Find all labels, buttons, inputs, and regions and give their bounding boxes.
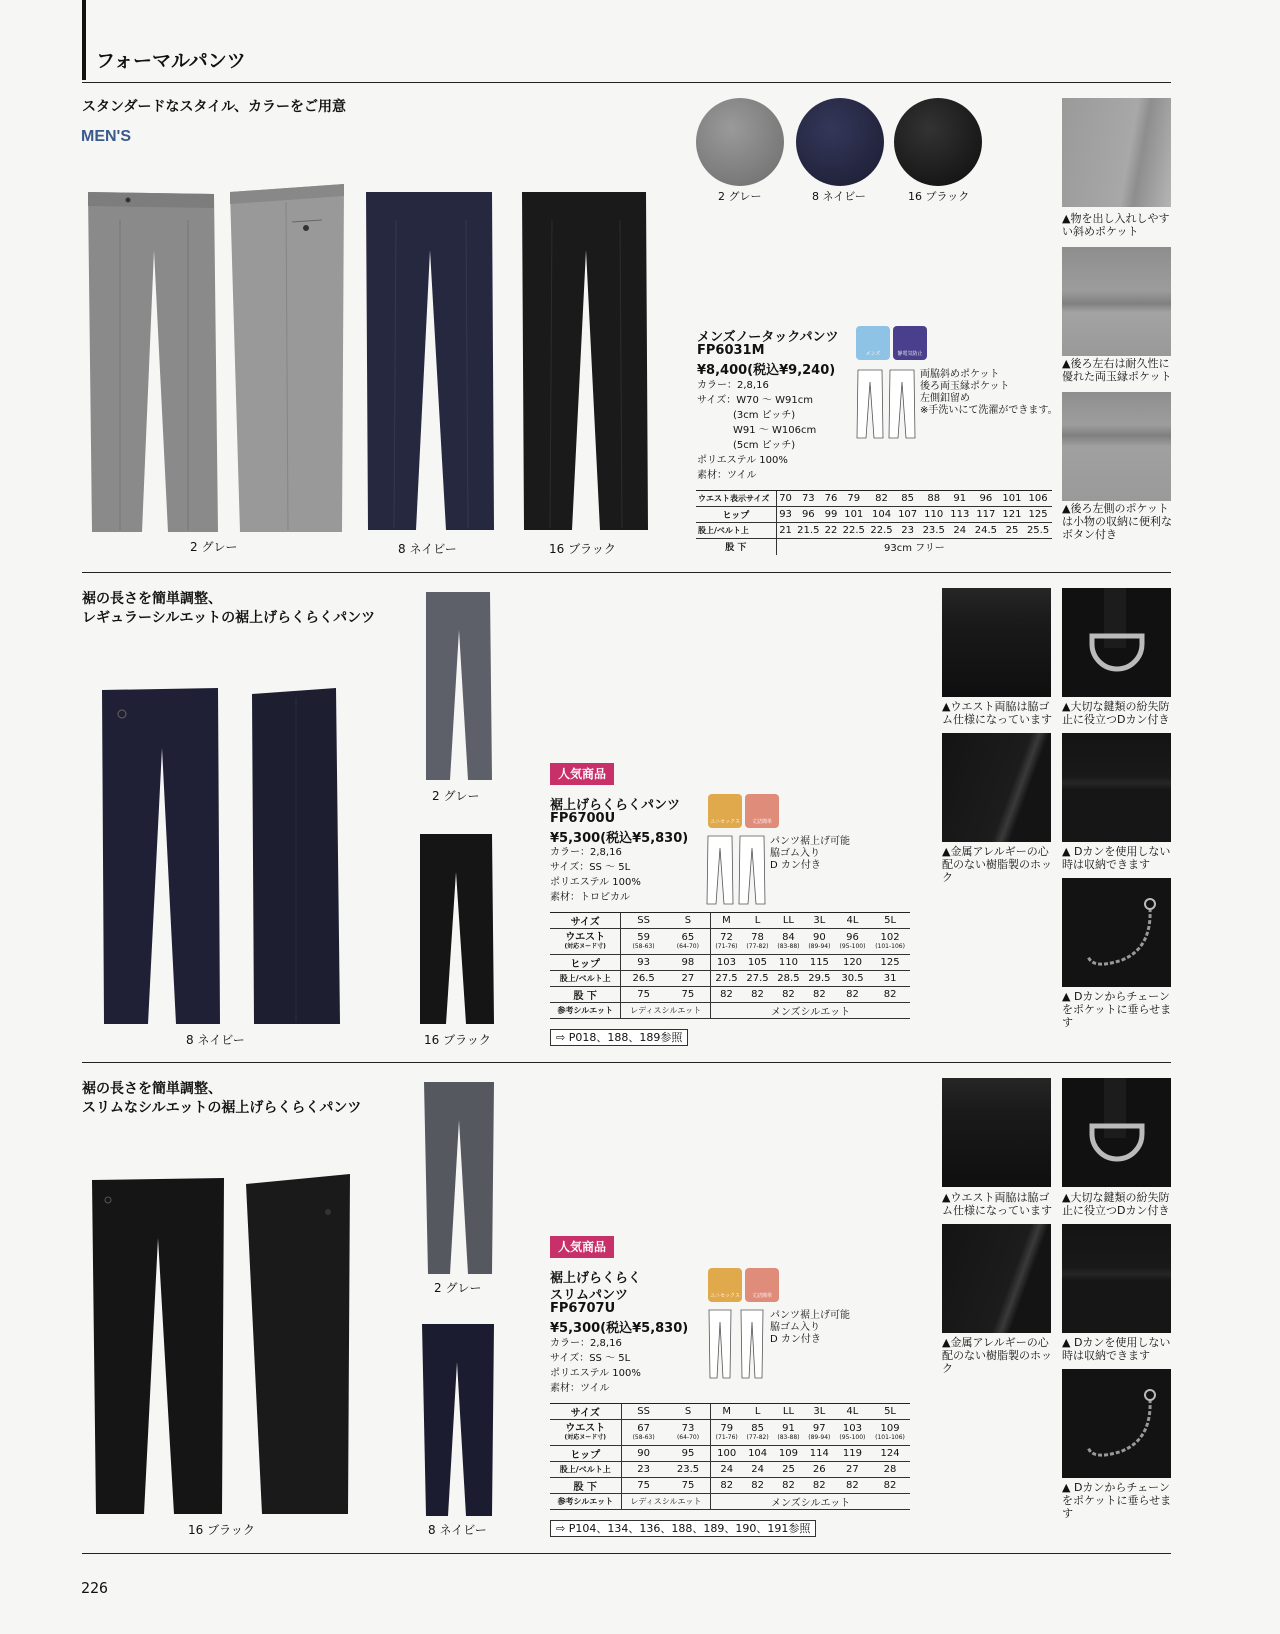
unisex-icon: ユニセックス	[708, 794, 742, 828]
product-price-3: ¥5,300(税込¥5,830)	[550, 1321, 689, 1336]
pants-navy-front-2	[100, 688, 222, 1026]
spec-size-4: (5cm ピッチ)	[733, 440, 796, 451]
feature-2-1: パンツ裾上げ可能	[770, 836, 850, 847]
product-name-2: 裾上げらくらくパンツ	[550, 798, 681, 813]
antistatic-icon: 静電気防止	[893, 326, 927, 360]
page-number: 226	[81, 1579, 109, 1597]
category-label: MEN'S	[81, 128, 132, 145]
detail-caption-3: ▲後ろ左側のポケットは小物の収納に便利なボタン付き	[1062, 502, 1172, 541]
title-accent-bar	[82, 0, 86, 80]
caption-black: 16 ブラック	[549, 542, 616, 556]
detail-photo-waist-elastic-3	[942, 1078, 1051, 1187]
feature-2-3: D カン付き	[770, 860, 821, 871]
caption-black-2: 16 ブラック	[424, 1033, 491, 1047]
hem-adjust-icon: 丈詰簡単	[745, 794, 779, 828]
pants-line-drawing-3	[706, 1308, 768, 1380]
swatch-gray	[696, 98, 784, 186]
caption-navy-3: 8 ネイビー	[428, 1523, 487, 1537]
pants-navy-front-3	[420, 1322, 496, 1518]
pants-gray-front-3	[422, 1080, 498, 1276]
spec-size-3: W91 〜 W106cm	[733, 425, 817, 436]
title-rule	[82, 82, 1171, 83]
pants-navy-front	[362, 190, 498, 532]
detail-photo-button-pocket	[1062, 392, 1171, 501]
feature-2: 後ろ両玉縁ポケット	[920, 381, 1010, 392]
pants-line-drawing-2	[706, 834, 768, 906]
d2-caption-3: ▲金属アレルギーの心配のない樹脂製のホック	[942, 845, 1052, 884]
caption-gray-3: 2 グレー	[434, 1281, 482, 1295]
feature-3-3: D カン付き	[770, 1334, 821, 1345]
d2-caption-2: ▲大切な鍵類の紛失防止に役立つDカン付き	[1062, 700, 1170, 726]
spec-color-3: カラー：2,8,16	[550, 1338, 622, 1349]
detail-caption-2: ▲後ろ左右は耐久性に優れた両玉縁ポケット	[1062, 357, 1172, 383]
d2-caption-5: ▲ Dカンからチェーンをポケットに垂らせます	[1062, 990, 1172, 1029]
detail-photo-back-pockets	[1062, 247, 1171, 356]
spec-color-2: カラー：2,8,16	[550, 847, 622, 858]
caption-navy-2: 8 ネイビー	[186, 1033, 245, 1047]
product-code-2: FP6700U	[550, 811, 616, 826]
swatch-label-navy: 8 ネイビー	[812, 190, 866, 203]
size-table-3: サイズ SS S M L LL 3L 4L 5L ウエスト (対応ヌード寸) 67 (58-63) 73 (64-70) 79 (71-76) 85 (77-82) 91 (83-88) 97 (89-94) 103 (95-100) 109 (101-106) ヒップ 90 95 100 104 109 114 119 124 股上/ベルト上 23 23.5 24 24 25 26 27 28 股 下 75 75 82 82 82 82 82 82 参考シルエット レディスシルエット メンズシルエット	[550, 1403, 910, 1510]
detail-photo-d-ring-3	[1062, 1078, 1171, 1187]
feature-3: 左側釦留め	[920, 393, 970, 404]
detail-photo-d-ring-stowed-3	[1062, 1224, 1171, 1333]
pants-gray-front	[84, 190, 220, 534]
spec-material-2: 素材：トロピカル	[550, 892, 630, 903]
mens-icon: メンズ	[856, 326, 890, 360]
reference-link-3[interactable]: ⇨ P104、134、136、188、189、190、191参照	[550, 1520, 816, 1537]
feature-1: 両脇斜めポケット	[920, 369, 1000, 380]
spec-fabric-3: ポリエステル 100%	[550, 1368, 641, 1379]
detail-caption-1: ▲物を出し入れしやすい斜めポケット	[1062, 212, 1170, 238]
caption-navy: 8 ネイビー	[398, 542, 457, 556]
reference-link-2[interactable]: ⇨ P018、188、189参照	[550, 1029, 688, 1046]
popular-badge: 人気商品	[550, 763, 614, 785]
d3-caption-5: ▲ Dカンからチェーンをポケットに垂らせます	[1062, 1481, 1172, 1520]
caption-gray-2: 2 グレー	[432, 789, 480, 803]
spec-fabric: ポリエステル 100%	[697, 455, 788, 466]
product-price: ¥8,400(税込¥9,240)	[697, 363, 836, 378]
pants-black-front-2	[418, 832, 496, 1026]
pants-black-front	[518, 190, 652, 532]
d3-caption-3: ▲金属アレルギーの心配のない樹脂製のホック	[942, 1336, 1052, 1375]
pants-gray-front-2	[424, 590, 494, 782]
feature-4: ※手洗いにて洗濯ができます。	[920, 405, 1058, 416]
detail-photo-chain	[1062, 878, 1171, 987]
product-code-3: FP6707U	[550, 1301, 616, 1316]
swatch-label-black: 16 ブラック	[908, 190, 970, 203]
detail-photo-slant-pocket	[1062, 98, 1171, 207]
section3-heading-2: スリムなシルエットの裾上げらくらくパンツ	[82, 1100, 362, 1116]
product-name-3b: スリムパンツ	[550, 1288, 629, 1303]
pants-black-front-3	[90, 1178, 226, 1516]
pants-line-drawing	[856, 368, 918, 440]
spec-material: 素材：ツイル	[697, 470, 757, 481]
d2-caption-4: ▲ Dカンを使用しない時は収納できます	[1062, 845, 1171, 871]
feature-3-2: 脇ゴム入り	[770, 1322, 820, 1333]
detail-photo-resin-hook	[942, 733, 1051, 842]
pants-gray-back	[226, 182, 350, 534]
spec-material-3: 素材：ツイル	[550, 1383, 610, 1394]
detail-photo-resin-hook-3	[942, 1224, 1051, 1333]
caption-black-3: 16 ブラック	[188, 1523, 255, 1537]
spec-size-2: (3cm ピッチ)	[733, 410, 796, 421]
section2-heading-1: 裾の長さを簡単調整、	[82, 591, 222, 607]
page-title: フォーマルパンツ	[96, 50, 246, 72]
spec-size-3b: サイズ：SS 〜 5L	[550, 1353, 631, 1364]
detail-photo-waist-elastic	[942, 588, 1051, 697]
swatch-navy	[796, 98, 884, 186]
feature-3-1: パンツ裾上げ可能	[770, 1310, 850, 1321]
d3-caption-1: ▲ウエスト両脇は脇ゴム仕様になっています	[942, 1191, 1052, 1217]
spec-fabric-2: ポリエステル 100%	[550, 877, 641, 888]
section3-heading-1: 裾の長さを簡単調整、	[82, 1081, 222, 1097]
section-divider-2	[82, 1062, 1171, 1063]
popular-badge-3: 人気商品	[550, 1236, 614, 1258]
section2-heading-2: レギュラーシルエットの裾上げらくらくパンツ	[82, 610, 376, 626]
size-table-2: サイズ SS S M L LL 3L 4L 5L ウエスト (対応ヌード寸) 59 (58-63) 65 (64-70) 72 (71-76) 78 (77-82) 84 (83-88) 90 (89-94) 96 (95-100) 102 (101-106) ヒップ 93 98 103 105 110 115 120 125 股上/ベルト上 26.5 27 27.5 27.5 28.5 29.5 30.5 31 股 下 75 75 82 82 82 82 82 82 参考シルエット レディスシルエット メンズシルエット	[550, 912, 910, 1019]
pants-black-back-3	[244, 1174, 354, 1516]
d2-caption-1: ▲ウエスト両脇は脇ゴム仕様になっています	[942, 700, 1052, 726]
detail-photo-d-ring-stowed	[1062, 733, 1171, 842]
caption-gray: 2 グレー	[190, 540, 238, 554]
swatch-black	[894, 98, 982, 186]
product-price-2: ¥5,300(税込¥5,830)	[550, 831, 689, 846]
hem-adjust-icon-3: 丈詰簡単	[745, 1268, 779, 1302]
detail-photo-chain-3	[1062, 1369, 1171, 1478]
d3-caption-4: ▲ Dカンを使用しない時は収納できます	[1062, 1336, 1171, 1362]
feature-2-2: 脇ゴム入り	[770, 848, 820, 859]
pants-navy-back-2	[248, 688, 342, 1026]
swatch-label-gray: 2 グレー	[718, 190, 762, 203]
size-table-1: ウエスト表示サイズ 70 73 76 79 82 85 88 91 96 101 106 ヒップ 93 96 99 101 104 107 110 113 117 121 125 股上/ベルト上 21 21.5 22 22.5 22.5 23 23.5 24 24.5 25 25.5 股 下 93cm フリー	[696, 490, 1052, 555]
tagline: スタンダードなスタイル、カラーをご用意	[82, 99, 347, 115]
unisex-icon-3: ユニセックス	[708, 1268, 742, 1302]
product-name: メンズノータックパンツ	[697, 330, 839, 345]
section-divider-1	[82, 572, 1171, 573]
spec-size-1: サイズ：W70 〜 W91cm	[697, 395, 814, 406]
spec-size-2b: サイズ：SS 〜 5L	[550, 862, 631, 873]
section-divider-3	[82, 1553, 1171, 1554]
spec-color: カラー：2,8,16	[697, 380, 769, 391]
d3-caption-2: ▲大切な鍵類の紛失防止に役立つDカン付き	[1062, 1191, 1170, 1217]
product-code: FP6031M	[697, 343, 765, 358]
product-name-3a: 裾上げらくらく	[550, 1271, 642, 1286]
detail-photo-d-ring	[1062, 588, 1171, 697]
